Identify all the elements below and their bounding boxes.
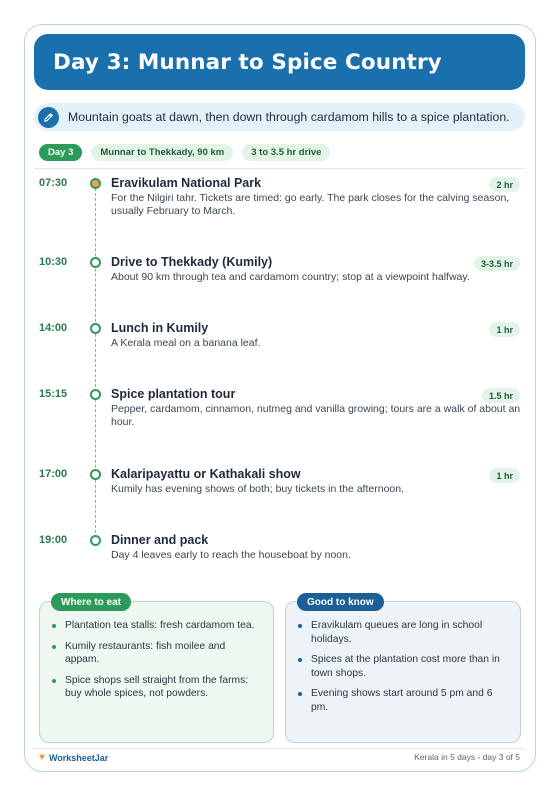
event-description: Day 4 leaves early to reach the houseboat by noon.	[111, 549, 351, 561]
footer-divider	[34, 748, 525, 749]
where-to-eat-list	[52, 619, 259, 701]
list-item: Eravikulam queues are long in school holidays.	[298, 619, 506, 646]
timeline-line	[95, 188, 96, 538]
list-item: Spice shops sell straight from the farms: buy whole spices, not powders.	[52, 674, 259, 701]
good-to-know-list	[298, 619, 506, 714]
event-description: For the Nilgiri tahr. Tickets are timed: go early. The park closes for the calving season, usually February to March.	[111, 192, 510, 217]
timeline-dot-icon	[90, 535, 101, 546]
route-pill: Munnar to Thekkady, 90 km	[91, 144, 233, 161]
drive-pill: 3 to 3.5 hr drive	[242, 144, 330, 161]
event-name: Drive to Thekkady (Kumily)	[111, 255, 273, 269]
timeline-dot-icon	[90, 257, 101, 268]
pencil-icon	[38, 107, 59, 128]
duration-badge: 2 hr	[489, 177, 520, 192]
title-banner	[34, 34, 525, 90]
event-time: 17:00	[39, 468, 68, 480]
timeline-dot-icon	[90, 178, 101, 189]
event-name: Dinner and pack	[111, 533, 209, 547]
event-description: A Kerala meal on a banana leaf.	[111, 337, 261, 349]
duration-badge: 1 hr	[489, 322, 520, 337]
timeline-dot-icon	[90, 323, 101, 334]
intro-bar	[34, 103, 525, 131]
duration-badge: 1 hr	[489, 468, 520, 483]
event-description: Pepper, cardamom, cinnamon, nutmeg and vanilla growing; tours are a walk of about an hour.	[111, 403, 521, 428]
page-title: Day 3: Munnar to Spice Country	[53, 49, 442, 75]
list-item: Evening shows start around 5 pm and 6 pm.	[298, 687, 506, 714]
divider	[34, 168, 525, 169]
event-name: Eravikulam National Park	[111, 176, 262, 190]
duration-badge: 1.5 hr	[482, 388, 520, 403]
event-name: Lunch in Kumily	[111, 321, 209, 335]
page-info: Kerala in 5 days - day 3 of 5	[414, 752, 520, 762]
event-time: 10:30	[39, 256, 68, 268]
event-name: Spice plantation tour	[111, 387, 236, 401]
brand-name: WorksheetJar	[48, 752, 109, 763]
heart-icon: ♥	[39, 752, 45, 763]
list-item: Spices at the plantation cost more than in town shops.	[298, 653, 506, 680]
where-to-eat-label: Where to eat	[51, 593, 131, 611]
event-time: 07:30	[39, 177, 68, 189]
good-to-know-label: Good to know	[297, 593, 384, 611]
brand	[39, 752, 108, 763]
event-description: About 90 km through tea and cardamom country; stop at a viewpoint halfway.	[111, 271, 470, 283]
list-item: Kumily restaurants: fish moilee and appam.	[52, 640, 259, 667]
duration-badge: 3-3.5 hr	[474, 256, 520, 271]
timeline-dot-icon	[90, 389, 101, 400]
day-pill: Day 3	[39, 144, 82, 161]
where-to-eat-box	[39, 596, 274, 743]
timeline-dot-icon	[90, 469, 101, 480]
event-time: 14:00	[39, 322, 68, 334]
intro-text: Mountain goats at dawn, then down through cardamom hills to a spice plantation.	[68, 110, 510, 124]
event-description: Kumily has evening shows of both; buy tickets in the afternoon.	[111, 483, 405, 495]
good-to-know-box	[285, 596, 521, 743]
event-time: 15:15	[39, 388, 68, 400]
event-time: 19:00	[39, 534, 68, 546]
trip-pills	[39, 144, 330, 161]
list-item: Plantation tea stalls: fresh cardamom tea.	[52, 619, 259, 633]
event-name: Kalaripayattu or Kathakali show	[111, 467, 301, 481]
